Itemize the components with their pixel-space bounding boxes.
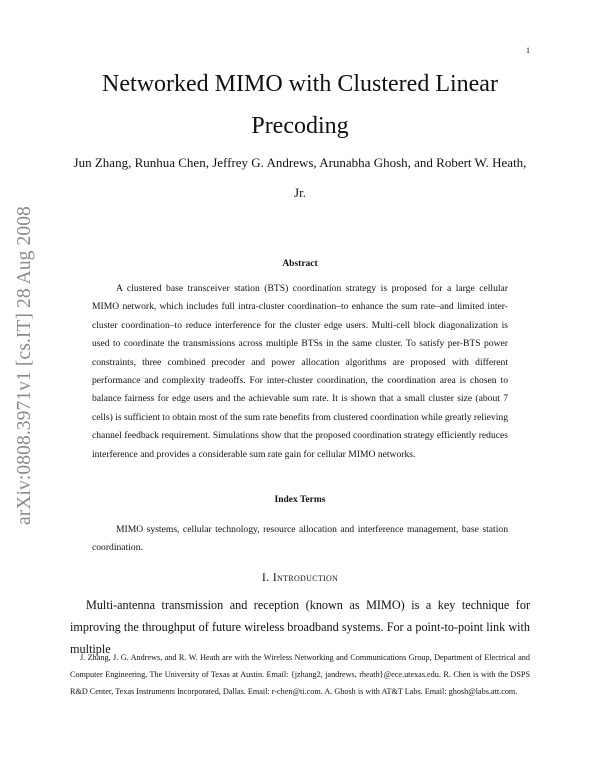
- introduction-body: Multi-antenna transmission and reception (known as MIMO) is a key technique for improving the throughput of future wireless broadband systems. For a point-to-point link with multiple: [70, 598, 530, 656]
- author-list: Jun Zhang, Runhua Chen, Jeffrey G. Andrews, Arunabha Ghosh, and Robert W. Heath, Jr.: [73, 155, 527, 200]
- arxiv-stamp: arXiv:0808.3971v1 [cs.IT] 28 Aug 2008: [14, 206, 35, 525]
- page-number: 1: [526, 46, 530, 55]
- footnote-divider: [70, 643, 530, 644]
- index-terms-body: MIMO systems, cellular technology, resource allocation and interference management, base station coordination.: [92, 524, 508, 554]
- introduction-heading: [70, 570, 530, 585]
- abstract-body: A clustered base transceiver station (BTS) coordination strategy is proposed for a large cellular MIMO network, which includes full intra-cluster coordination–to enhance the sum rate–and limited inter-cluster coordination–to reduce interference for the cluster edge users. Multi-cell block diagonalization is used to coordinate the transmissions across multiple BTSs in the same cluster. To satisfy per-BTS power constraints, three combined precoder and power allocation algorithms are proposed with different performance and complexity tradeoffs. For inter-cluster coordination, the coordination area is chosen to balance fairness for edge users and the achievable sum rate. It is shown that a small cluster size (about 7 cells) is sufficient to obtain most of the sum rate benefits from clustered coordination while greatly relieving channel feedback requirement. Simulations show that the proposed coordination strategy efficiently reduces interference and provides a considerable sum rate gain for cellular MIMO networks.: [92, 283, 508, 460]
- section-title: Introduction: [272, 570, 339, 584]
- author-footnote: J. Zhang, J. G. Andrews, and R. W. Heath are with the Wireless Networking and Communications Group, Department of Electrical and Computer Engineering, The University of Texas at Austin. Email: {jzhang2, jandrews, rheath}@ece.utexas.edu. R. Chen is with the DSPS R&D Center, Texas Instruments Incorporated, Dallas. Email: r-chen@ti.com. A. Ghosh is with AT&T Labs. Email: ghosh@labs.att.com.: [70, 653, 530, 696]
- abstract-heading: Abstract: [282, 259, 318, 269]
- section-number: I.: [261, 570, 270, 584]
- index-terms-heading: Index Terms: [274, 495, 326, 505]
- paper-title: Networked MIMO with Clustered Linear Precoding: [102, 71, 498, 139]
